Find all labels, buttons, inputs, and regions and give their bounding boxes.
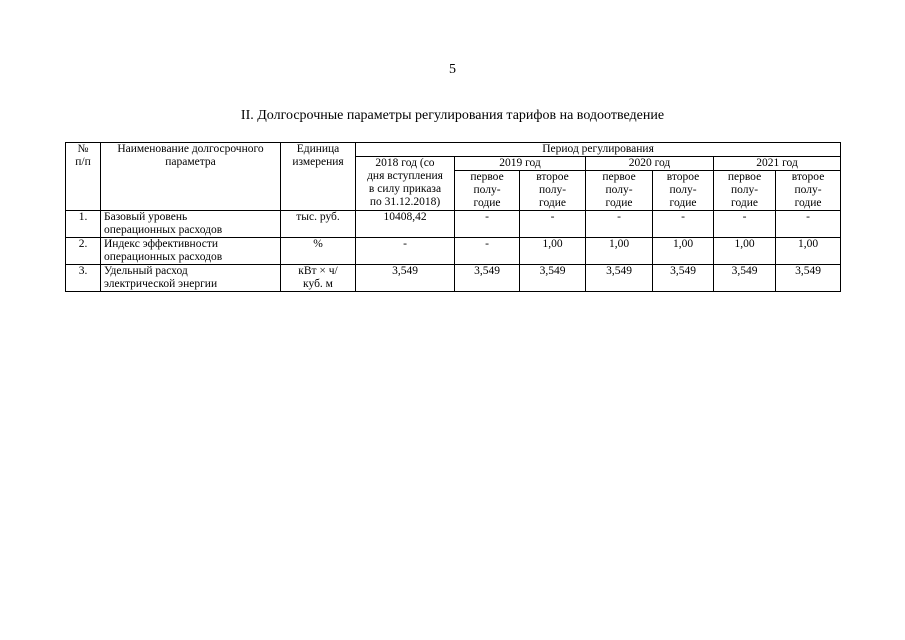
row-value-2018: 10408,42 bbox=[356, 211, 455, 238]
row-parameter-name: Удельный расход электрической энергии bbox=[101, 265, 281, 292]
row-value-2019-h1: - bbox=[455, 211, 520, 238]
row-value-2020-h1: 1,00 bbox=[586, 238, 653, 265]
header-2021-first-half: первое полу- годие bbox=[714, 171, 776, 211]
row-value-2019-h2: 3,549 bbox=[520, 265, 586, 292]
page-number: 5 bbox=[449, 62, 456, 77]
header-2018: 2018 год (со дня вступления в силу приказа по 31.12.2018) bbox=[356, 157, 455, 211]
header-unit: Единица измерения bbox=[281, 143, 356, 211]
row-unit: % bbox=[281, 238, 356, 265]
parameters-table bbox=[65, 142, 841, 292]
row-value-2021-h1: 1,00 bbox=[714, 238, 776, 265]
header-2021-second-half: второе полу- годие bbox=[776, 171, 841, 211]
row-value-2021-h2: 3,549 bbox=[776, 265, 841, 292]
table-row bbox=[66, 211, 841, 238]
section-title: II. Долгосрочные параметры регулирования тарифов на водоотведение bbox=[240, 108, 665, 123]
row-value-2020-h2: 1,00 bbox=[653, 238, 714, 265]
row-value-2019-h2: 1,00 bbox=[520, 238, 586, 265]
row-value-2021-h1: - bbox=[714, 211, 776, 238]
row-unit: тыс. руб. bbox=[281, 211, 356, 238]
row-num: 1. bbox=[66, 211, 101, 238]
row-parameter-name: Индекс эффективности операционных расходов bbox=[101, 238, 281, 265]
header-2019-first-half: первое полу- годие bbox=[455, 171, 520, 211]
row-value-2018: 3,549 bbox=[356, 265, 455, 292]
header-2020: 2020 год bbox=[586, 157, 714, 171]
row-value-2019-h1: 3,549 bbox=[455, 265, 520, 292]
table-row bbox=[66, 238, 841, 265]
row-value-2019-h2: - bbox=[520, 211, 586, 238]
row-value-2020-h2: 3,549 bbox=[653, 265, 714, 292]
header-2020-second-half: второе полу- годие bbox=[653, 171, 714, 211]
row-value-2020-h1: 3,549 bbox=[586, 265, 653, 292]
row-value-2021-h1: 3,549 bbox=[714, 265, 776, 292]
row-value-2021-h2: 1,00 bbox=[776, 238, 841, 265]
header-name: Наименование долгосрочного параметра bbox=[101, 143, 281, 211]
row-value-2020-h2: - bbox=[653, 211, 714, 238]
header-2019: 2019 год bbox=[455, 157, 586, 171]
row-value-2020-h1: - bbox=[586, 211, 653, 238]
header-2021: 2021 год bbox=[714, 157, 841, 171]
header-num: № п/п bbox=[66, 143, 101, 211]
row-unit: кВт × ч/ куб. м bbox=[281, 265, 356, 292]
row-value-2021-h2: - bbox=[776, 211, 841, 238]
header-2020-first-half: первое полу- годие bbox=[586, 171, 653, 211]
header-period: Период регулирования bbox=[356, 143, 841, 157]
row-num: 3. bbox=[66, 265, 101, 292]
row-value-2018: - bbox=[356, 238, 455, 265]
header-row-1 bbox=[66, 143, 841, 157]
row-num: 2. bbox=[66, 238, 101, 265]
header-2019-second-half: второе полу- годие bbox=[520, 171, 586, 211]
row-parameter-name: Базовый уровень операционных расходов bbox=[101, 211, 281, 238]
row-value-2019-h1: - bbox=[455, 238, 520, 265]
table-row bbox=[66, 265, 841, 292]
